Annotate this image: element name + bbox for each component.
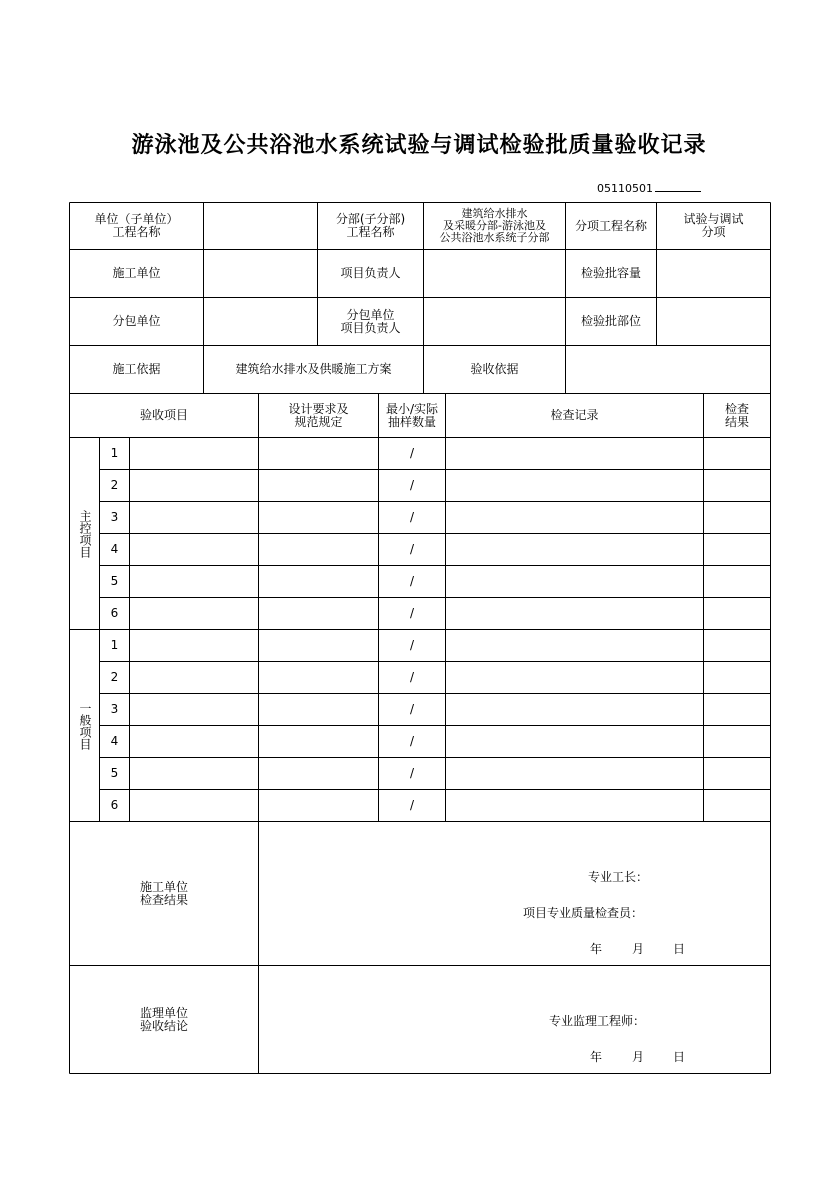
general-item-name-cell[interactable]	[130, 790, 258, 821]
general-item-sample-cell[interactable]: /	[409, 670, 415, 684]
general-item-design-cell[interactable]	[259, 662, 378, 693]
project-manager-value[interactable]	[424, 250, 565, 297]
general-item-name-cell[interactable]	[130, 630, 258, 661]
supervisor-day: 日	[673, 1050, 686, 1064]
general-item-no-cell: 1	[110, 638, 119, 652]
construction-basis-label: 施工依据	[112, 362, 161, 376]
main-item-name-cell[interactable]	[130, 534, 258, 565]
general-item-sample-cell[interactable]: /	[409, 702, 415, 716]
general-item-no-cell: 6	[110, 798, 119, 812]
main-item-no-cell: 5	[110, 574, 119, 588]
acceptance-basis-label: 验收依据	[470, 362, 519, 376]
general-item-record-cell[interactable]	[446, 790, 703, 821]
main-item-design-cell[interactable]	[259, 566, 378, 597]
main-item-record-cell[interactable]	[446, 566, 703, 597]
general-item-record-cell[interactable]	[446, 758, 703, 789]
main-item-sample-cell[interactable]: /	[409, 574, 415, 588]
main-item-name-cell[interactable]	[130, 502, 258, 533]
main-item-result-cell[interactable]	[704, 566, 770, 597]
acceptance-basis-value[interactable]	[566, 346, 770, 393]
general-item-name-cell[interactable]	[130, 726, 258, 757]
subitem-name-value[interactable]: 试验与调试 分项	[683, 212, 744, 239]
general-item-no-cell: 5	[110, 766, 119, 780]
contractor-value[interactable]	[204, 250, 317, 297]
col-header-record: 检查记录	[550, 408, 599, 422]
supervisor-check-label: 监理单位 验收结论	[139, 1005, 188, 1033]
general-item-design-cell[interactable]	[259, 726, 378, 757]
general-item-no-cell: 3	[110, 702, 119, 716]
main-item-result-cell[interactable]	[704, 534, 770, 565]
general-item-result-cell[interactable]	[704, 758, 770, 789]
main-item-no-cell: 2	[110, 478, 119, 492]
main-item-record-cell[interactable]	[446, 598, 703, 629]
form-code-number: 05110501	[597, 182, 653, 195]
general-item-design-cell[interactable]	[259, 790, 378, 821]
general-item-design-cell[interactable]	[259, 694, 378, 725]
main-item-name-cell[interactable]	[130, 470, 258, 501]
general-item-result-cell[interactable]	[704, 630, 770, 661]
unit-name-value[interactable]	[204, 203, 317, 249]
main-item-result-cell[interactable]	[704, 470, 770, 501]
construction-basis-value[interactable]: 建筑给水排水及供暖施工方案	[235, 362, 392, 376]
general-items-label: 一般项目	[78, 701, 92, 750]
general-item-no-cell: 2	[110, 670, 119, 684]
general-item-record-cell[interactable]	[446, 694, 703, 725]
main-item-sample-cell[interactable]: /	[409, 542, 415, 556]
main-item-design-cell[interactable]	[259, 470, 378, 501]
main-item-design-cell[interactable]	[259, 598, 378, 629]
sub-pm-value[interactable]	[424, 298, 565, 345]
general-item-record-cell[interactable]	[446, 662, 703, 693]
main-items-label: 主控项目	[78, 509, 92, 558]
quality-inspector-label: 项目专业质量检查员：	[523, 906, 644, 920]
division-name-value[interactable]: 建筑给水排水 及采暖分部-游泳池及 公共浴池水系统子分部	[439, 207, 550, 244]
general-items-group	[70, 630, 99, 821]
col-header-design: 设计要求及 规范规定	[288, 401, 349, 429]
general-item-design-cell[interactable]	[259, 758, 378, 789]
contractor-check-label: 施工单位 检查结果	[139, 879, 188, 907]
general-item-sample-cell[interactable]: /	[409, 766, 415, 780]
general-item-no-cell: 4	[110, 734, 119, 748]
main-item-result-cell[interactable]	[704, 438, 770, 469]
general-item-result-cell[interactable]	[704, 726, 770, 757]
main-items-group	[70, 438, 99, 629]
main-item-no-cell: 3	[110, 510, 119, 524]
main-item-design-cell[interactable]	[259, 534, 378, 565]
main-item-sample-cell[interactable]: /	[409, 510, 415, 524]
division-name-label: 分部(子分部) 工程名称	[335, 212, 406, 239]
page-title: 游泳池及公共浴池水系统试验与调试检验批质量验收记录	[131, 132, 707, 158]
main-item-design-cell[interactable]	[259, 502, 378, 533]
supervisor-month: 月	[632, 1050, 645, 1064]
col-header-sample: 最小/实际 抽样数量	[385, 401, 439, 429]
general-item-result-cell[interactable]	[704, 694, 770, 725]
main-item-design-cell[interactable]	[259, 438, 378, 469]
general-item-name-cell[interactable]	[130, 694, 258, 725]
unit-name-label: 单位（子单位） 工程名称	[94, 212, 179, 239]
main-item-result-cell[interactable]	[704, 598, 770, 629]
supervisor-year: 年	[590, 1050, 603, 1064]
general-item-sample-cell[interactable]: /	[409, 638, 415, 652]
main-item-record-cell[interactable]	[446, 438, 703, 469]
general-item-name-cell[interactable]	[130, 662, 258, 693]
general-item-name-cell[interactable]	[130, 758, 258, 789]
col-header-item: 验收项目	[139, 408, 188, 422]
main-item-result-cell[interactable]	[704, 502, 770, 533]
contractor-day: 日	[673, 942, 686, 956]
batch-location-value[interactable]	[657, 298, 770, 345]
main-item-name-cell[interactable]	[130, 566, 258, 597]
main-item-record-cell[interactable]	[446, 502, 703, 533]
main-item-name-cell[interactable]	[130, 438, 258, 469]
contractor-month: 月	[632, 942, 645, 956]
contractor-year: 年	[590, 942, 603, 956]
foreman-label: 专业工长：	[588, 870, 649, 884]
subcontractor-label: 分包单位	[112, 314, 161, 328]
general-item-design-cell[interactable]	[259, 630, 378, 661]
main-item-name-cell[interactable]	[130, 598, 258, 629]
main-item-sample-cell[interactable]: /	[409, 478, 415, 492]
batch-location-label: 检验批部位	[580, 314, 641, 328]
main-item-no-cell: 4	[110, 542, 119, 556]
supervising-engineer-label: 专业监理工程师：	[549, 1014, 646, 1028]
batch-capacity-label: 检验批容量	[580, 266, 641, 280]
main-item-no-cell: 6	[110, 606, 119, 620]
main-item-record-cell[interactable]	[446, 470, 703, 501]
main-item-sample-cell[interactable]: /	[409, 606, 415, 620]
general-item-record-cell[interactable]	[446, 630, 703, 661]
general-item-sample-cell[interactable]: /	[409, 734, 415, 748]
general-item-result-cell[interactable]	[704, 790, 770, 821]
main-item-record-cell[interactable]	[446, 534, 703, 565]
general-item-sample-cell[interactable]: /	[409, 798, 415, 812]
project-manager-label: 项目负责人	[340, 266, 401, 280]
subitem-name-label: 分项工程名称	[574, 218, 647, 233]
subcontractor-value[interactable]	[204, 298, 317, 345]
contractor-label: 施工单位	[112, 266, 161, 280]
batch-capacity-value[interactable]	[657, 250, 770, 297]
general-item-record-cell[interactable]	[446, 726, 703, 757]
main-item-sample-cell[interactable]: /	[409, 446, 415, 460]
col-header-result: 检查 结果	[724, 401, 749, 429]
main-item-no-cell: 1	[110, 446, 119, 460]
general-item-result-cell[interactable]	[704, 662, 770, 693]
sub-pm-label: 分包单位 项目负责人	[340, 307, 401, 335]
